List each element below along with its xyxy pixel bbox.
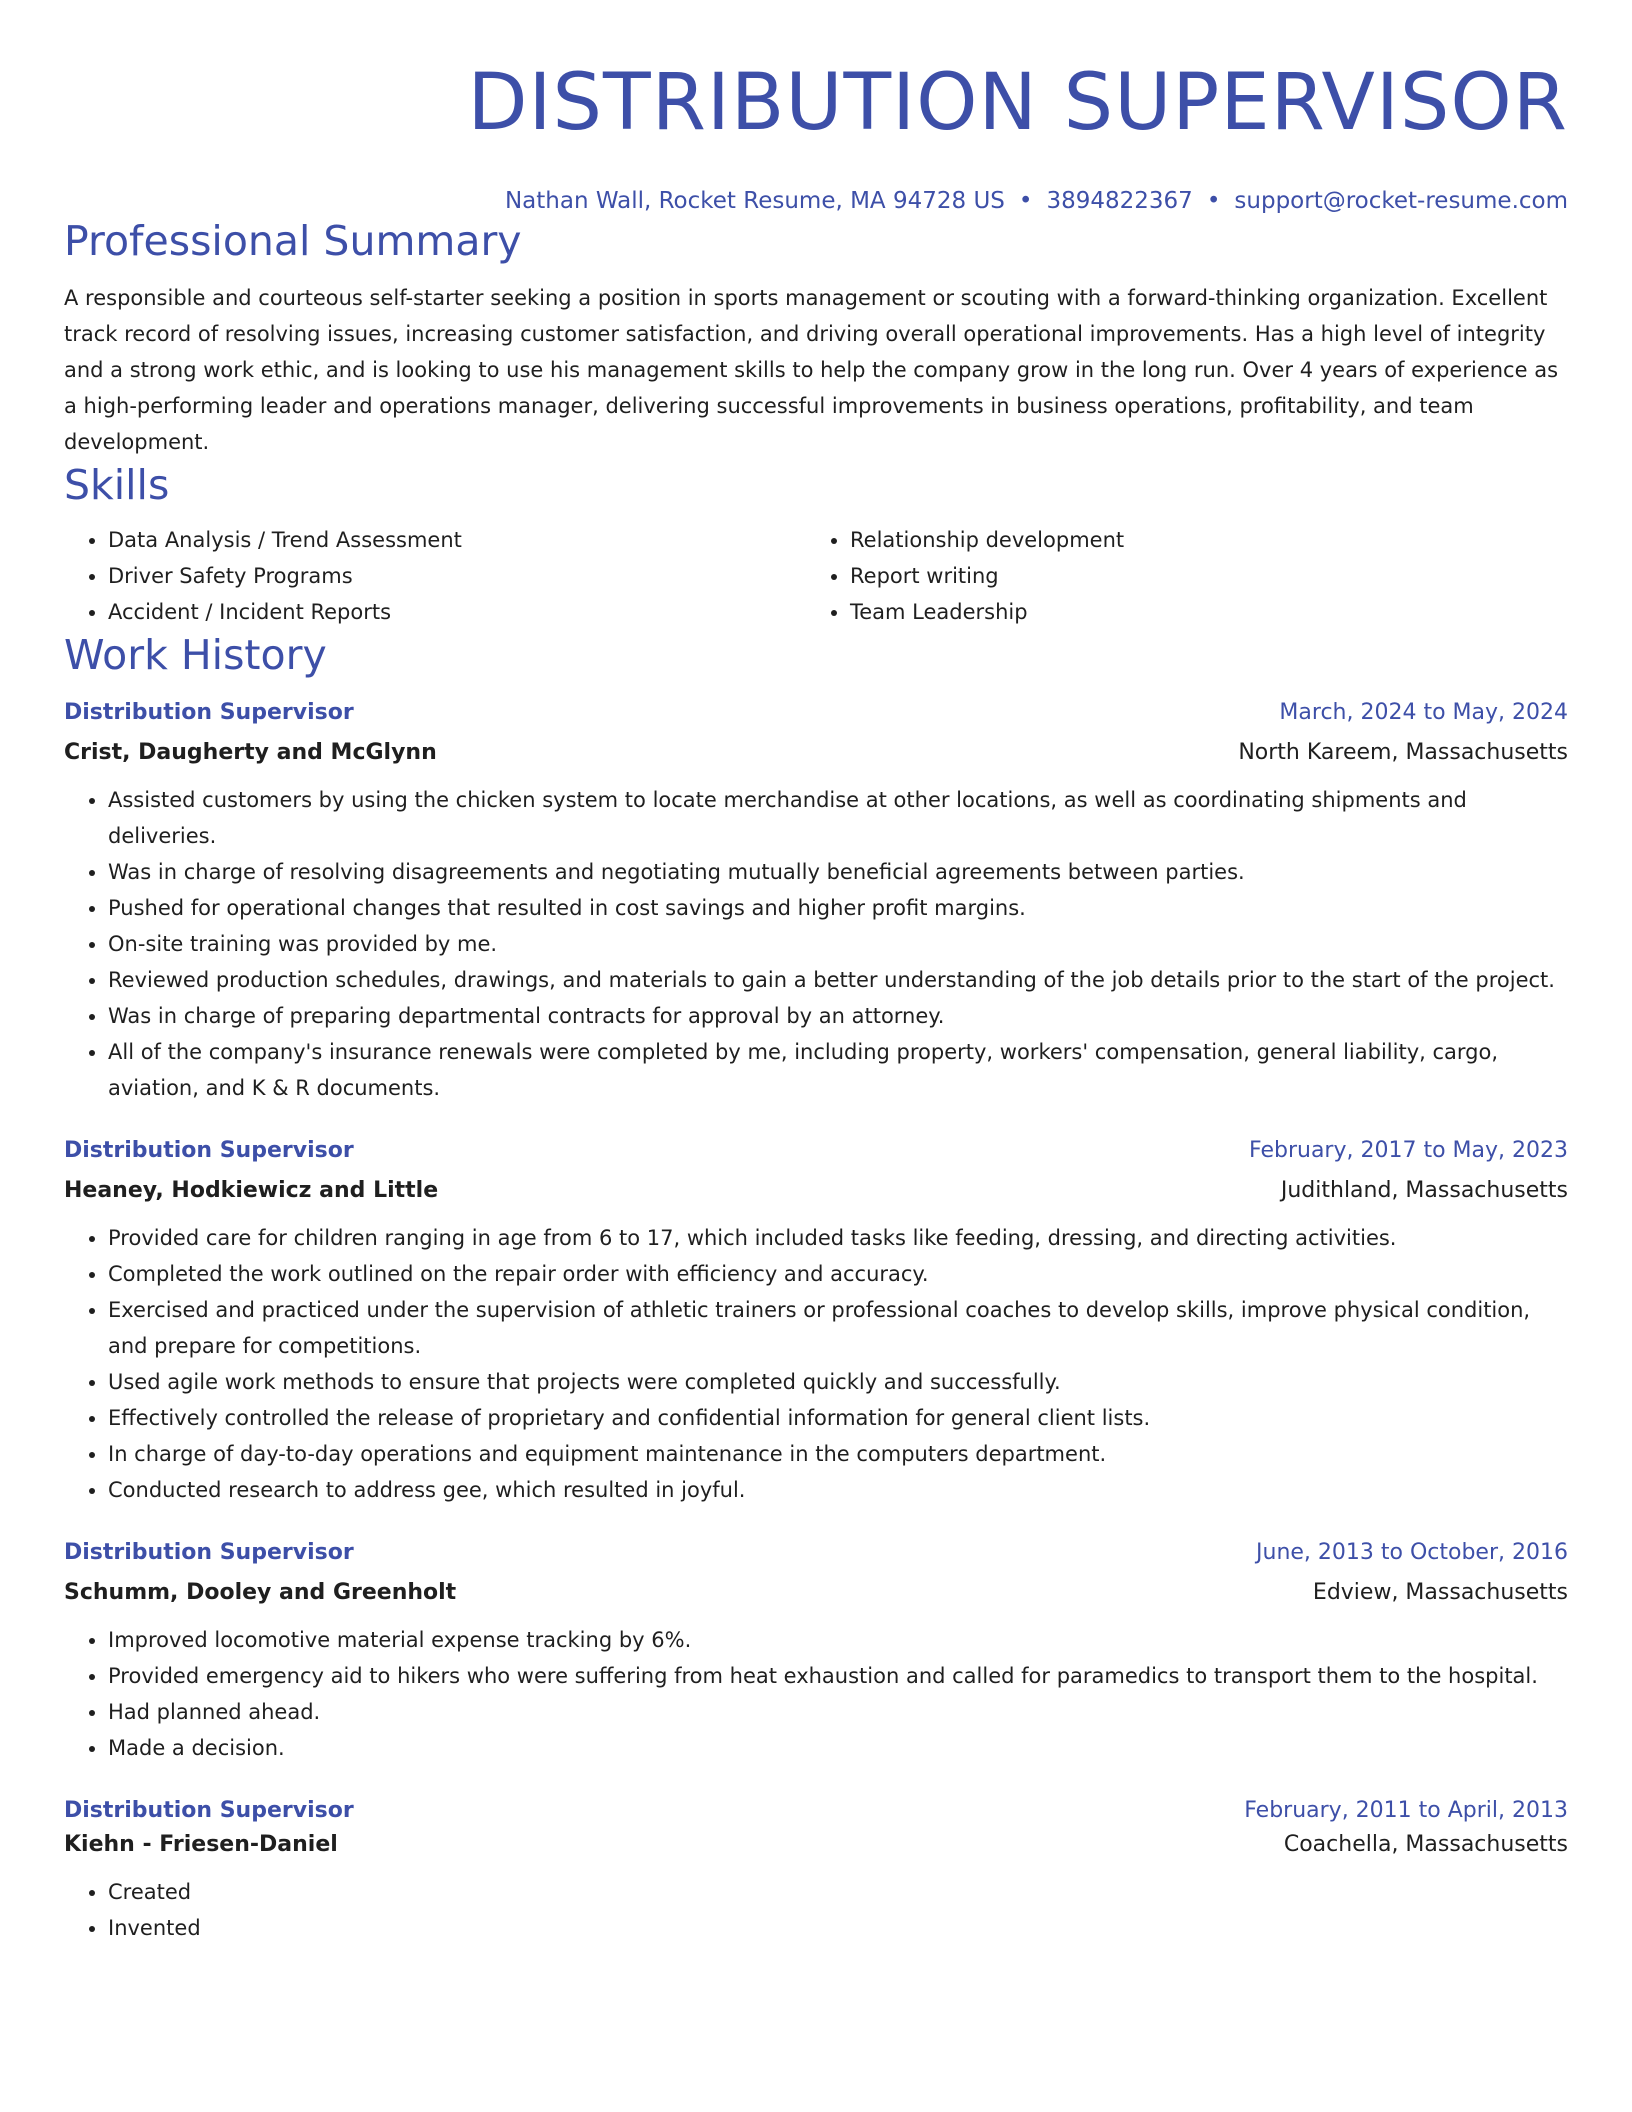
job-entry [64,1136,1568,1508]
job-title: Distribution Supervisor [64,1540,354,1565]
job-bullet: • Pushed for operational changes that resulted in cost savings and higher profit margins. [108,890,1568,926]
job-bullet: • Invented [108,1910,1568,1946]
job-bullet: • All of the company's insurance renewals were completed by me, including property, workers' compensation, general liability, cargo, aviation, and K & R documents. [108,1034,1568,1106]
job-bullet: • Made a decision. [108,1730,1568,1766]
job-header [64,698,1568,728]
job-bullets [64,1220,1568,1508]
job-bullet: • Exercised and practiced under the supervision of athletic trainers or professional coaches to develop skills, improve physical condition, and prepare for competitions. [108,1292,1568,1364]
skills-list [64,522,1568,630]
job-bullet: • In charge of day-to-day operations and equipment maintenance in the computers department. [108,1436,1568,1472]
job-entry [64,1538,1568,1766]
job-dates: June, 2013 to October, 2016 [1256,1540,1568,1565]
job-bullet: • Provided care for children ranging in age from 6 to 17, which included tasks like feeding, dressing, and directing activities. [108,1220,1568,1256]
skill-item: • Accident / Incident Reports [108,594,806,630]
job-bullet: • Completed the work outlined on the repair order with efficiency and accuracy. [108,1256,1568,1292]
contact-separator: • [1206,188,1221,214]
job-subheader [64,1176,1568,1206]
skills-column-right [806,522,1548,630]
job-company: Schumm, Dooley and Greenholt [64,1580,457,1605]
job-subheader [64,738,1568,768]
job-location: Coachella, Massachusetts [1283,1832,1568,1857]
job-bullet: • Used agile work methods to ensure that projects were completed quickly and successfully. [108,1364,1568,1400]
skill-item: • Report writing [850,558,1548,594]
skill-item: • Data Analysis / Trend Assessment [108,522,806,558]
job-header [64,1796,1568,1826]
job-company: Heaney, Hodkiewicz and Little [64,1178,439,1203]
job-dates: March, 2024 to May, 2024 [1279,700,1568,725]
job-title: Distribution Supervisor [64,700,354,725]
job-subheader [64,1830,1568,1860]
job-bullets [64,1874,1568,1946]
job-bullets [64,782,1568,1106]
resume-title: DISTRIBUTION SUPERVISOR [467,58,1568,148]
skills-heading: Skills [64,461,170,509]
job-subheader [64,1578,1568,1608]
job-entry [64,698,1568,1106]
job-bullet: • Was in charge of resolving disagreements and negotiating mutually beneficial agreements between parties. [108,854,1568,890]
job-bullet: • Provided emergency aid to hikers who were suffering from heat exhaustion and called for paramedics to transport them to the hospital. [108,1658,1568,1694]
job-bullet: • Had planned ahead. [108,1694,1568,1730]
contact-phone: 3894822367 [1046,188,1193,214]
job-bullet: • Assisted customers by using the chicken system to locate merchandise at other locations, as well as coordinating shipments and deliveries. [108,782,1568,854]
job-company: Kiehn - Friesen-Daniel [64,1832,338,1857]
contact-address: Nathan Wall, Rocket Resume, MA 94728 US [504,188,1005,214]
summary-heading: Professional Summary [64,217,522,265]
skill-item: • Relationship development [850,522,1548,558]
job-bullet: • Conducted research to address gee, which resulted in joyful. [108,1472,1568,1508]
job-location: Edview, Massachusetts [1312,1580,1568,1605]
job-entry [64,1796,1568,1946]
job-header [64,1538,1568,1568]
skills-column-left [64,522,806,630]
job-bullet: • Was in charge of preparing departmental contracts for approval by an attorney. [108,998,1568,1034]
contact-email: support@rocket-resume.com [1234,188,1568,214]
job-dates: February, 2017 to May, 2023 [1249,1138,1568,1163]
job-bullet: • Effectively controlled the release of proprietary and confidential information for general client lists. [108,1400,1568,1436]
job-bullets [64,1622,1568,1766]
job-bullet: • Improved locomotive material expense tracking by 6%. [108,1622,1568,1658]
job-bullet: • On-site training was provided by me. [108,926,1568,962]
contact-line [64,186,1568,216]
contact-separator: • [1018,188,1033,214]
job-header [64,1136,1568,1166]
job-title: Distribution Supervisor [64,1798,354,1823]
job-bullet: • Created [108,1874,1568,1910]
job-dates: February, 2011 to April, 2013 [1244,1798,1568,1823]
job-bullet: • Reviewed production schedules, drawings, and materials to gain a better understanding of the job details prior to the start of the project. [108,962,1568,998]
job-title: Distribution Supervisor [64,1138,354,1163]
summary-text: A responsible and courteous self-starter seeking a position in sports management or scouting with a forward-thinking organization. Excellent track record of resolving issues, increasing customer satisfaction, and driving overall operational improvements. Has a high level of integrity and a strong work ethic, and is looking to use his management skills to help the company grow in the long run. Over 4 years of experience as a high-performing leader and operations manager, delivering successful improvements in business operations, profitability, and team development. [64,286,1559,454]
skill-item: • Team Leadership [850,594,1548,630]
skill-item: • Driver Safety Programs [108,558,806,594]
job-company: Crist, Daugherty and McGlynn [64,740,437,765]
job-location: North Kareem, Massachusetts [1238,740,1568,765]
job-location: Judithland, Massachusetts [1280,1178,1568,1203]
work-history-heading: Work History [64,631,327,679]
